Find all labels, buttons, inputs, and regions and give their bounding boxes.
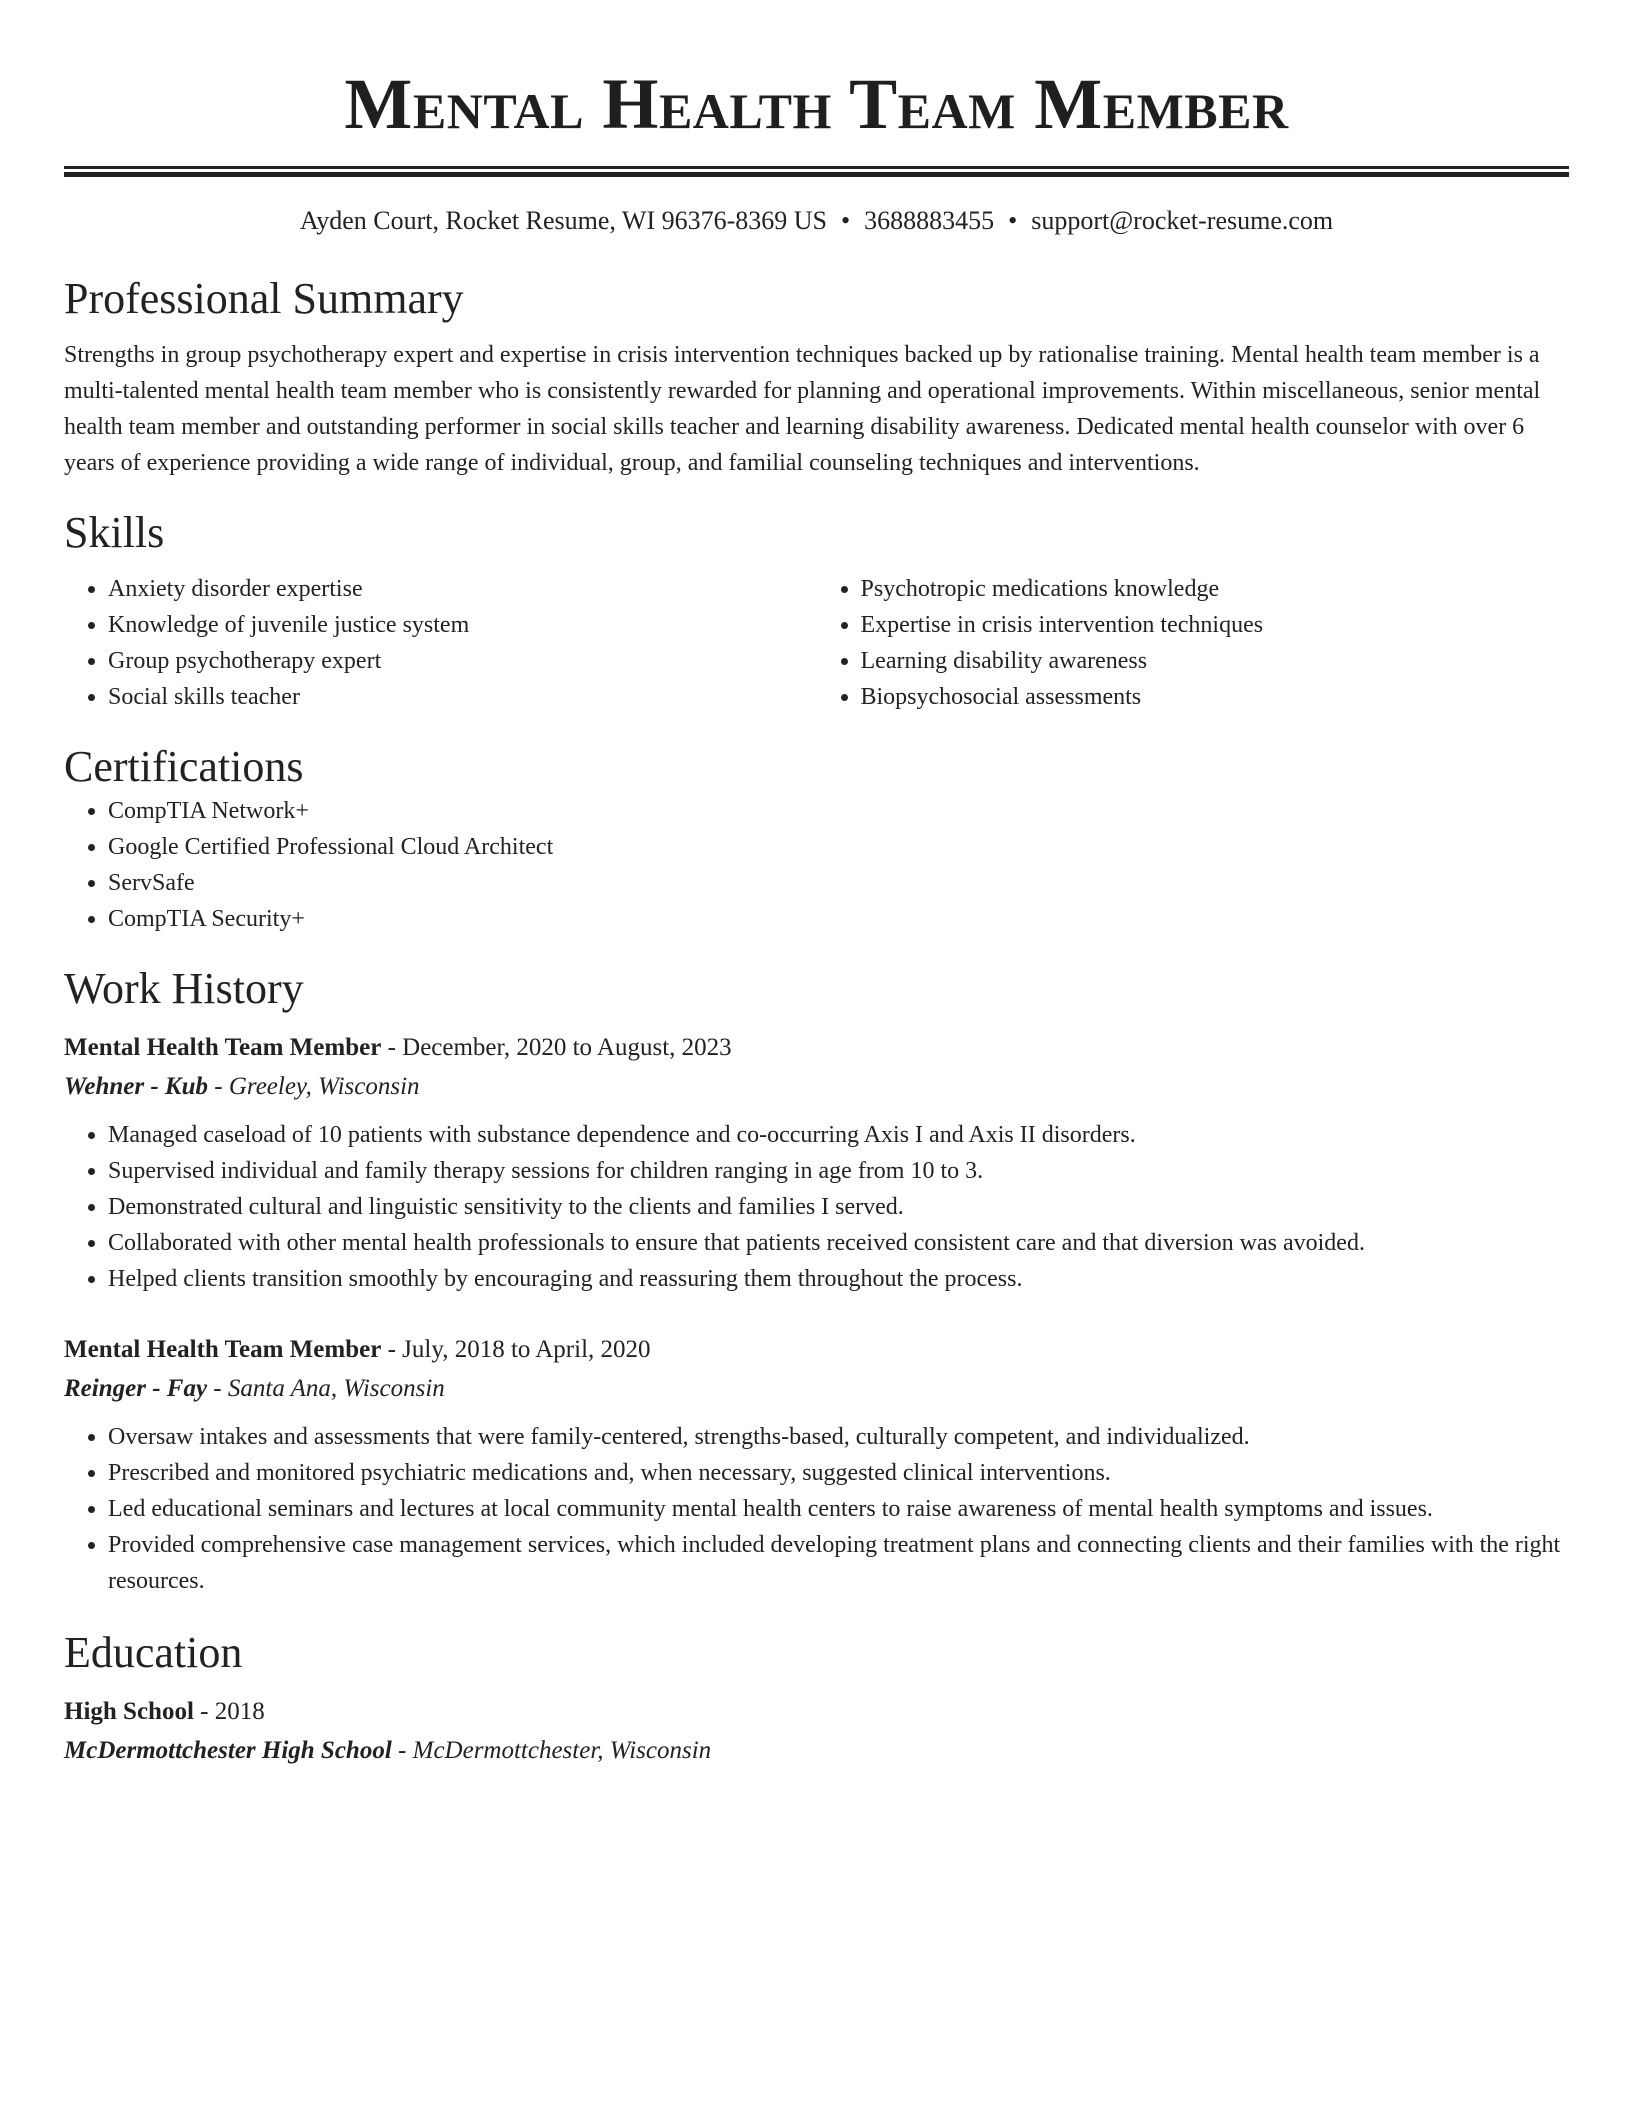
job-duty: • Demonstrated cultural and linguistic sensitivity to the clients and families I served.	[108, 1189, 1569, 1225]
summary-heading: Professional Summary	[64, 274, 464, 323]
company-location: - Greeley, Wisconsin	[208, 1073, 420, 1100]
certifications-heading: Certifications	[64, 742, 304, 791]
job-duty: • Prescribed and monitored psychiatric medications and, when necessary, suggested clinical interventions.	[108, 1455, 1569, 1491]
school-name: McDermottchester High School	[64, 1737, 392, 1764]
certification-item: • Google Certified Professional Cloud Architect	[108, 829, 1569, 865]
title-divider	[64, 166, 1569, 177]
contact-separator: •	[1008, 206, 1018, 235]
resume-title: Mental Health Team Member	[344, 64, 1289, 144]
contact-info	[64, 205, 1569, 237]
education-entry	[64, 1693, 1569, 1771]
skills-grid	[64, 571, 1569, 715]
job-dates: - December, 2020 to August, 2023	[381, 1034, 732, 1061]
contact-phone: 3688883455	[864, 206, 995, 235]
graduation-year: - 2018	[193, 1698, 265, 1725]
skill-item: • Expertise in crisis intervention techniques	[861, 607, 1570, 643]
skill-item: • Psychotropic medications knowledge	[861, 571, 1570, 607]
company-line	[64, 1067, 1569, 1107]
job-dates: - July, 2018 to April, 2020	[381, 1336, 651, 1363]
skills-list-left	[64, 571, 817, 715]
job-duty: • Provided comprehensive case management services, which included developing treatment plans and connecting clients and their families with the right resources.	[108, 1527, 1569, 1599]
contact-separator: •	[841, 206, 851, 235]
job-title: Mental Health Team Member	[64, 1034, 382, 1061]
job-duty: • Oversaw intakes and assessments that were family-centered, strengths-based, culturally competent, and individualized.	[108, 1419, 1569, 1455]
job-duties-list	[64, 1117, 1569, 1297]
job-duty: • Collaborated with other mental health professionals to ensure that patients received consistent care and that diversion was avoided.	[108, 1225, 1569, 1261]
school-location: - McDermottchester, Wisconsin	[391, 1737, 712, 1764]
job-duty: • Led educational seminars and lectures at local community mental health centers to raise awareness of mental health symptoms and issues.	[108, 1491, 1569, 1527]
job-duty: • Supervised individual and family therapy sessions for children ranging in age from 10 to 3.	[108, 1153, 1569, 1189]
job-duty: • Helped clients transition smoothly by encouraging and reassuring them throughout the process.	[108, 1261, 1569, 1297]
company-location: - Santa Ana, Wisconsin	[207, 1375, 445, 1402]
contact-address: Ayden Court, Rocket Resume, WI 96376-8369 US	[299, 206, 828, 235]
job-title-line	[64, 1331, 1569, 1369]
skill-item: • Biopsychosocial assessments	[861, 679, 1570, 715]
company-name: Wehner - Kub	[64, 1073, 209, 1100]
skills-heading: Skills	[64, 508, 165, 557]
degree-line	[64, 1693, 1569, 1731]
certification-item: • ServSafe	[108, 865, 1569, 901]
skill-item: • Group psychotherapy expert	[108, 643, 817, 679]
education-heading: Education	[64, 1628, 243, 1677]
job-duties-list	[64, 1419, 1569, 1599]
skill-item: • Learning disability awareness	[861, 643, 1570, 679]
job-entry	[64, 1029, 1569, 1297]
skill-item: • Anxiety disorder expertise	[108, 571, 817, 607]
job-title-line	[64, 1029, 1569, 1067]
skill-item: • Social skills teacher	[108, 679, 817, 715]
company-name: Reinger - Fay	[64, 1375, 208, 1402]
resume-page	[64, 0, 1569, 1771]
contact-email: support@rocket-resume.com	[1031, 206, 1334, 235]
skills-list-right	[817, 571, 1570, 715]
job-entry	[64, 1331, 1569, 1599]
certification-item: • CompTIA Network+	[108, 793, 1569, 829]
company-line	[64, 1369, 1569, 1409]
job-title: Mental Health Team Member	[64, 1336, 382, 1363]
certifications-list	[64, 793, 1569, 937]
skill-item: • Knowledge of juvenile justice system	[108, 607, 817, 643]
job-duty: • Managed caseload of 10 patients with substance dependence and co-occurring Axis I and Axis II disorders.	[108, 1117, 1569, 1153]
school-line	[64, 1731, 1569, 1771]
summary-text: Strengths in group psychotherapy expert and expertise in crisis intervention techniques backed up by rationalise training. Mental health team member is a multi-talented mental health team member who is consistently rewarded for planning and operational improvements. Within miscellaneous, senior mental health team member and outstanding performer in social skills teacher and learning disability awareness. Dedicated mental health counselor with over 6 years of experience providing a wide range of individual, group, and familial counseling techniques and interventions.	[64, 342, 1541, 476]
work-history-heading: Work History	[64, 964, 304, 1013]
certification-item: • CompTIA Security+	[108, 901, 1569, 937]
degree: High School	[64, 1698, 194, 1725]
